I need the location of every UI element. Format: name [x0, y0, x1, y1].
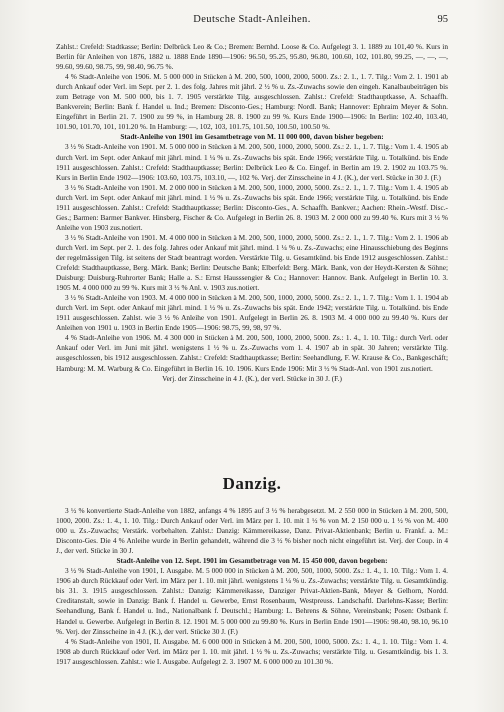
running-title: Deutsche Stadt-Anleihen. [193, 14, 311, 25]
paragraph: Verj. der Zinsscheine in 4 J. (K.), der verl. Stücke in 30 J. (F.) [162, 373, 342, 383]
paragraph: 3 ½ % Stadt-Anleihe von 1901. M. 4 000 000 in Stücken à M. 200, 500, 1000, 2000, 5000. Zs.: 2. 1., 1. 7. Tilg.: Vom 2. 1. 1906 ab durch Verl. im Sept. per 2. 1. des folg. Jahres oder Ankauf mit jährl. mind. 1 ¼ % u. Zs.-Zuwachs; eine Hinausschiebung des Beginns der regelmässigen Tilg. ist seitens der Stadt beantragt worden. Verstärkte Tilg. u. Gesamtkünd. bis Ende 1912 ausgeschlossen. Zahlst.: Crefeld: Stadthauptkasse, Berg. Märk. Bank; Berlin: Deutsche Bank; Elberfeld: Berg. Märk. Bank, von der Heydt-Kersten & Söhne; Duisburg: Duisburg-Ruhrorter Bank; Halle a. S.: Ernst Hausssengier & Co.; Hannover: Hannov. Bank. Aufgelegt in Berlin 10. 3. 1905 M. 4 000 000 zu 99 %. Kurs mit 3 ½ % Anl. v. 1903 zus.notiert. [56, 232, 448, 293]
paragraph-heading: Stadt-Anleihe von 1901 im Gesamtbetrage von M. 11 000 000, davon bisher begeben: [120, 132, 384, 142]
paragraph: 4 % Stadt-Anleihe von 1906. M. 5 000 000 in Stücken à M. 200, 500, 1000, 2000, 5000. Zs.: 2. 1., 1. 7. Tilg.: Vom 2. 1. 1901 ab durch Ankauf oder Verl. im Sept. per 2. 1. des folg. Jahres mit jährl. 2 ½ % u. Zs.-Zuwachs sowie den eingeh. Kanalbaubeiträgen bis zum Betrage von M. 500 000, bis 1. 7. 1905 verstärkte Tilg. ausgeschlossen. Zahlst.: Crefeld: Stadthauptkasse, A. Schaaffh. Bankverein; Berlin: Bank f. Handel u. Ind.; Bremen: Disconto-Ges.; Hamburg: Nordl. Bank; Hannover: Ephraim Meyer & Sohn. Eingeführt in Berlin 21. 7. 1900 zu 99 %, in Hamburg 28. 8. 1900 zu 99 %. Kurs Ende 1900—1906: In Berlin: 102.40, 103.40, 101.90, 101.70, 101, 101.20 %. In Hamburg: —, 102, 103, 101.75, 101.50, 100.50, 100.50 %. [56, 72, 448, 132]
paragraph: Zahlst.: Crefeld: Stadtkasse; Berlin: Delbrück Leo & Co.; Bremen: Bernhd. Loose & Co. Aufgelegt 3. 1. 1889 zu 101,40 %. Kurs in Berlin für Anleihen von 1876, 1882 u. 1888 Ende 1890—1906: 96.50, 95.25, 95.80, 96.80, 100.60, 102, 101.80, 99.25, —, —, —, 99.60, 99.60, 98.75, 99, 98.40, 96.75 %. [56, 42, 448, 72]
paragraph: 3 ½ % konvertierte Stadt-Anleihe von 1882, anfangs 4 % 1895 auf 3 ½ % herabgesetzt. M. 2 550 000 in Stücken à M. 200, 500, 1000, 2000. Zs.: 1. 4., 1. 10. Tilg.: Durch Ankauf oder Verl. im März per 1. 10. mit 1 ½ % von M. 2 150 000 u. 1 ½ % von M. 400 000 u. Zs.-Zuwachs; Verstärk. vorbehalten. Zahlst.: Danzig: Kämmereikasse, Danz. Privat-Aktienbank; Berlin u. Frankf. a. M.: Disconto-Ges. Die 4 % Anleihe wurde in Berlin gehandelt, während die 3 ½ % bisher noch nicht eingeführt ist. Verj. der Coup. in 4 J., der verl. Stücke in 30 J. [56, 506, 448, 556]
paragraph: 3 ½ % Stadt-Anleihe von 1901. M. 5 000 000 in Stücken à M. 200, 500, 1000, 2000, 5000. Zs.: 2. 1., 1. 7. Tilg.: Vom 1. 4. 1905 ab durch Verl. im Sept. oder Ankauf mit jährl. mind. 1 ¼ % u. Zs.-Zuwachs bis spät. Ende 1966; verstärkte Tilg. u. Totalkünd. bis Ende 1911 ausgeschlossen. Zahlst.: Crefeld: Stadthauptkasse; Berlin: Delbrück Leo & Co. Eingef. in Berlin am 19. 2. 1902 zu 103.75 %. Kurs in Berlin Ende 1902—1906: 103.60, 103.75, 103.10, —, 102 %. Verj. der Zinsscheine in 4 J. (K.), der verl. Stücke in 30 J. (F.) [56, 142, 448, 182]
paragraph: 3 ½ % Stadt-Anleihe von 1901. M. 2 000 000 in Stücken à M. 200, 500, 1000, 2000, 5000. Zs.: 2. 1., 1. 7. Tilg.: Vom 1. 4. 1905 ab durch Verl. im Sept. oder Ankauf mit jährl. mind. 1 ½ % u. Zs.-Zuwachs bis spät. Ende 1966; verstärkte Tilg. u. Totalkünd. bis Ende 1911 ausgeschlossen. Zahlst.: Crefeld: Stadthauptkasse; Berlin: Disconto-Ges., A. Schaaffh. Bankver.; Aachen: Rhein.-Westf. Disc.-Ges.; Barmen: Barmer Bankver. Hinsberg, Fischer & Co. Aufgelegt in Berlin 26. 8. 1903 M. 2 000 000 zu 99.40 %. Kurs mit 3 ½ % Anleihe von 1903 zus.notiert. [56, 182, 448, 232]
text-block-crefeld [56, 42, 448, 384]
page-header [56, 14, 448, 28]
paragraph: 3 ½ % Stadt-Anleihe von 1903. M. 4 000 000 in Stücken à M. 200, 500, 1000, 2000, 5000. Zs.: 2. 1., 1. 7. Tilg.: Vom 1. 1. 1904 ab durch Verl. im Sept. oder Ankauf mit jährl. mind. 1 ½ % u. Zs.-Zuwachs bis spät. Ende 1942; verstärkte Tilg. u. Totalkünd. bis Ende 1911 ausgeschlossen. Zahlst. wie 3 ½ % Anleihe von 1901. Aufgelegt in Berlin 26. 8. 1903 M. 4 000 000 zu 99.40 %. Kurs der Anleihen von 1901 u. 1903 in Berlin Ende 1905—1906: 98.75, 99, 98, 97 %. [56, 293, 448, 333]
page-number: 95 [437, 14, 448, 25]
paragraph: 4 % Stadt-Anleihe von 1906. M. 4 300 000 in Stücken à M. 200, 500, 1000, 2000, 5000. Zs.: 1. 4., 1. 10. Tilg.: durch Verl. oder Ankauf oder Verl. im Juni mit jährl. wenigstens 1 ½ % u. Zs.-Zuwachs vom 1. 4. 1907 ab in spät. 30 Jahren; verstärkte Tilg. ausgeschlossen, bis 1912 ausgeschlossen. Zahlst.: Crefeld: Stadthauptkasse; Berlin: Seehandlung, F. W. Krause & Co., Bankgeschäft; Hamburg: M. M. Warburg & Co. Eingeführt in Berlin 16. 10. 1906. Kurs Ende 1906: Mit 3 ½ % Stadt-Anl. von 1901 zus.notiert. [56, 333, 448, 373]
text-block-danzig [56, 506, 448, 667]
section-title: Danzig. [222, 474, 282, 493]
paragraph: 3 ½ % Stadt-Anleihe von 1901, I. Ausgabe. M. 5 000 000 in Stücken à M. 200, 500, 1000, 5000. Zs.: 1. 4., 1. 10. Tilg.: Vom 1. 4. 1906 ab durch Rückkauf oder Verl. im März per 1. 10. mit jährl. wenigstens 1 ¼ % u. Zs.-Zuwachs; verstärkte Tilg. u. Gesamtkündig. bis 31. 3. 1915 ausgeschlossen. Zahlst.: Danzig: Kämmereikasse, Danziger Privat-Aktien-Bank, Meyer & Gelhorn, Nordd. Creditanstalt, sowie in Danzig: Bank f. Handel u. Gewerbe, Ernst Rosenbaum, Westpreuss. Landschaftl. Darlehns-Kasse; Berlin: Seehandlung, Bank f. Handel u. Ind., Nationalbank f. Deutschl.; Hamburg: L. Behrens & Söhne, Vereinsbank; Posen: Ostbank f. Handel u. Gewerbe. Aufgelegt in Berlin 8. 12. 1901 M. 5 000 000 zu 99.80 %. Kurs in Berlin Ende 1901—1906: 98.40, 98.10, 96.10 %. Verj. der Zinsscheine in 4 J. (K.), der verl. Stücke 30 J. (F.) [56, 566, 448, 636]
paragraph-heading: Stadt-Anleihe von 12. Sept. 1901 im Gesamtbetrage von M. 15 450 000, davon begeben: [116, 556, 388, 566]
paragraph: 4 % Stadt-Anleihe von 1901, II. Ausgabe. M. 6 000 000 in Stücken à M. 200, 500, 1000, 5000. Zs.: 1. 4., 1. 10. Tilg.: Vom 1. 4. 1908 ab durch Rückkauf oder Verl. im März per 1. 10. mit jährl. 1 ½ % u. Zs.-Zuwachs; verstärkte Tilg. u. Gesamtkündig. bis 1. 3. 1917 ausgeschlossen. Zahlst.: wie I. Ausgabe. Aufgelegt 2. 3. 1907 M. 6 000 000 zu 101.30 %. [56, 636, 448, 666]
